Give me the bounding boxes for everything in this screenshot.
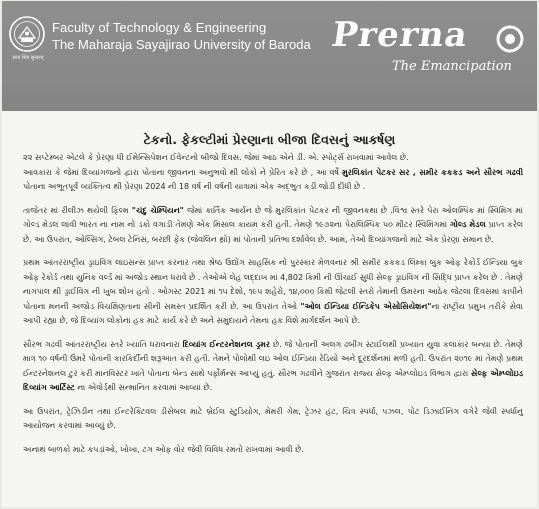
bold-text: દિવ્યાંગ ઈન્ટરનેશનલ ડ્રમર [182,339,271,349]
text: તાજેતર માં રીલીઝ થયેલી ફિલ્મ [23,205,132,215]
article-body [23,151,523,466]
text: સૌરભ ગઢવી આંતરરાષ્ટ્રીય સ્તરે ખ્યાતિ ધરાવનારા [23,339,183,349]
text: પોતાના અભૂતપૂર્વ વ્યક્તિત્વ થી પ્રેરણા 2024 ની 18 વર્ષ ની વર્ષની યાત્રામાં એક અદ્ભુત કડી જોડી દીધી છે . [23,182,366,191]
paragraph-activities: આ ઉપરાંત, ટ્રેઝિડીન તથા ઈન્ટરેક્ટિવલ ડીસેબલ માટે બ્રેઈલ સ્ટુડિયોગ, મેમરી ગેમ, ટ્રેઝર હંટ, ચિત્ર સ્પર્ધા, પઝલ, પોટ ડિઝાઈનિંગ વગેરે જેવી સ્પર્ધાનું આયોજન કરવામાં આવ્યું છે. [23,406,523,430]
brand-word: Prerna [329,15,471,55]
paragraph-intro [23,151,523,195]
bold-text: "ઓલ ઈન્ડિયા ઈન્ડિકેપ એસોસિયેશન" [300,301,432,311]
university-name: The Maharaja Sayajirao University of Baroda [52,37,311,52]
university-logo [8,15,46,53]
bold-text: સેલ્ફ એમ્પ્લોઇડ દિવ્યાંગ આર્ટિસ્ટ [23,368,524,392]
text: પ્રાપ્ત કરેલ છે. આ ઉપરાંત, ઓલ્સિંગ, ટેબલ ટેનિસ, બરછી ફેંક (જેવલિન થ્રો) માં પોતાની પ્રતિભા દર્શાવેલ છે. આમ, તેઓ દિવ્યાંગજનો માટે એક પ્રેરણા સમાન છે. [23,220,524,244]
paragraph-saurabh [23,338,523,396]
text: પ્રથમ આંતરરાષ્ટ્રીય ડ્રાઇવિંગ લાઇસન્સ પ્રાપ્ત કરનાર તથા શ્રેષ્ઠ ઉદ્યોગ સાહસિક નો પુરસ્કાર મેળવનાર શ્રી સમીર કકકડ લિમ્કા બુક ઓફ રેકોર્ડ ઈન્ડિયા બુક ઓફ રેકોર્ડ તથા યુનિક વર્લ્ડ માં અજોડ સ્થાન ધરાવે છે . તેઓએ લેહ લદ્દાખ માં 4,802 કિમી ની ઊંચાઈ સુધી સેલ્ફ ડ્રાઇવિંગ ની સિદ્ધિ પ્રાપ્ત કરેલ છે . તેમણે નાગપાલ થી ડ્રાઈવિંગ ની ખુબ શોખ હતો . ઓગસ્ટ 2021 માં ૧૫ દેશો, ૧૯૫ શહેરો, ૧૪,૦૦૦ કિમી જેટલી સ્તરો તેમાની ઉમરના આઠેક જેટલા દિવસમાં કાપીને પોતાના મનની અજોડ વિચક્ષિણતાના સીની સમસ્ત પ્રદર્શિત કરી છે. આ ઉપરાંત તેઓ [23,258,523,311]
prerna-logo [329,15,532,85]
newspaper-page [2,1,537,507]
paragraph-sameer [23,256,523,329]
header-banner [2,1,537,111]
bold-text: "ચંદુ ચેમ્પિયન" [131,205,184,215]
text: છે. જે પોતાની અલગ ઢબીંગ સ્ટાઈલથી પ્રખ્યાત યુવા કલાકાર બન્યા છે. તેમણે માત્ર ૧૦ વર્ષની ઉંમરે પોતાની કારકિર્દીની શરૂઆત કરી હતી. તેમને પોલોથી લઇ ઓલ ઈન્ડિયા રેડિયો અને દૂરદર્શનમાં મળી હતી. ઉપરાંત ૨૦૧૯ માં તેમણે પ્રથમ ઈન્ટરનેશનલ ટુર કરી માનવિસ્ટર ખાતે પોતાના બેન્ડ સાથે પર્ફોર્મન્સ આપ્યું હતું. સૌરભ ગઢવીને ગુજરાત રાજ્ય સેલ્ફ એમ્પ્લોઇડ વિભાગ દ્વારા [23,339,524,378]
text: ના રાષ્ટ્રીય પ્રમુખ તરીકે સેવા આપી રહ્યા છે, જે દિવ્યાંગ લોકોના હક માટે કાર્ય કરે છે અને સમુદાયને તેમના હક વિશે માર્ગદર્શન આપે છે. [23,301,523,325]
bold-text: ગોલ્ડ મેડલ [450,220,486,229]
paragraph-games: અનાથ બાળકો માટે કપડાંઓ, ખોખા, ટગ ઓફ વોર જેવી વિવિધ રમતો રાખવામાં આવી છે. [23,444,304,454]
article-title: ટેકનો. ફેકલ્ટીમાં પ્રેરણાના બીજા દિવસનું આકર્ષણ [143,132,396,147]
brand-tagline: The Emancipation [392,59,512,74]
faculty-name: Faculty of Technology & Engineering [52,20,267,35]
logo-caption: सत्यं शिवं सुन्दरम् [12,55,44,61]
text: ના એવોર્ડથી સન્માનિત કરવામાં આવ્યા છે. [74,383,213,392]
text: આવકારા કે જેમાં દિવ્યાંગજનો દ્વારા પોતાના જીવનના અનુભવો થી લોકો ને પ્રેરિત કરે છે , આ વર્ષે [23,167,343,177]
swirl-icon [492,21,528,57]
text: ૨૨ સપ્ટેમ્બર એટલે કે પ્રેરણા ધી ઈમેન્સિપેશન ઈવેન્ટનો બીજો દિવસ. જેમાં આઠ એને ડી. એ. સ્પોર્ટ્સ રાખવામાં આવેલ છે. [23,153,409,162]
text: જેમાં કાર્તિક આર્યન છે જે મુરલિકાંત પેટકર ની જીવનકથા છે .વિશ્વ સ્તરે પેરા ઓલમ્પિક માં સ્વિમિંગ માં ગોલ્ડ મેડલ લાવી ભારત ના નામ નો ડંકો વગાડી તેમણે એક મિસાલ કાયમ કરી હતી. તેમણે ૧૯૭૨ના પેરાલિમ્પિક ૫૦ મીટર સ્વિમિંગમાં [23,205,523,229]
paragraph-murlikant [23,204,523,248]
bold-text: મુરલિકાંત પેટકર સર , સમીર કકકડ અને સૌરભ ગઢવી [342,167,523,177]
